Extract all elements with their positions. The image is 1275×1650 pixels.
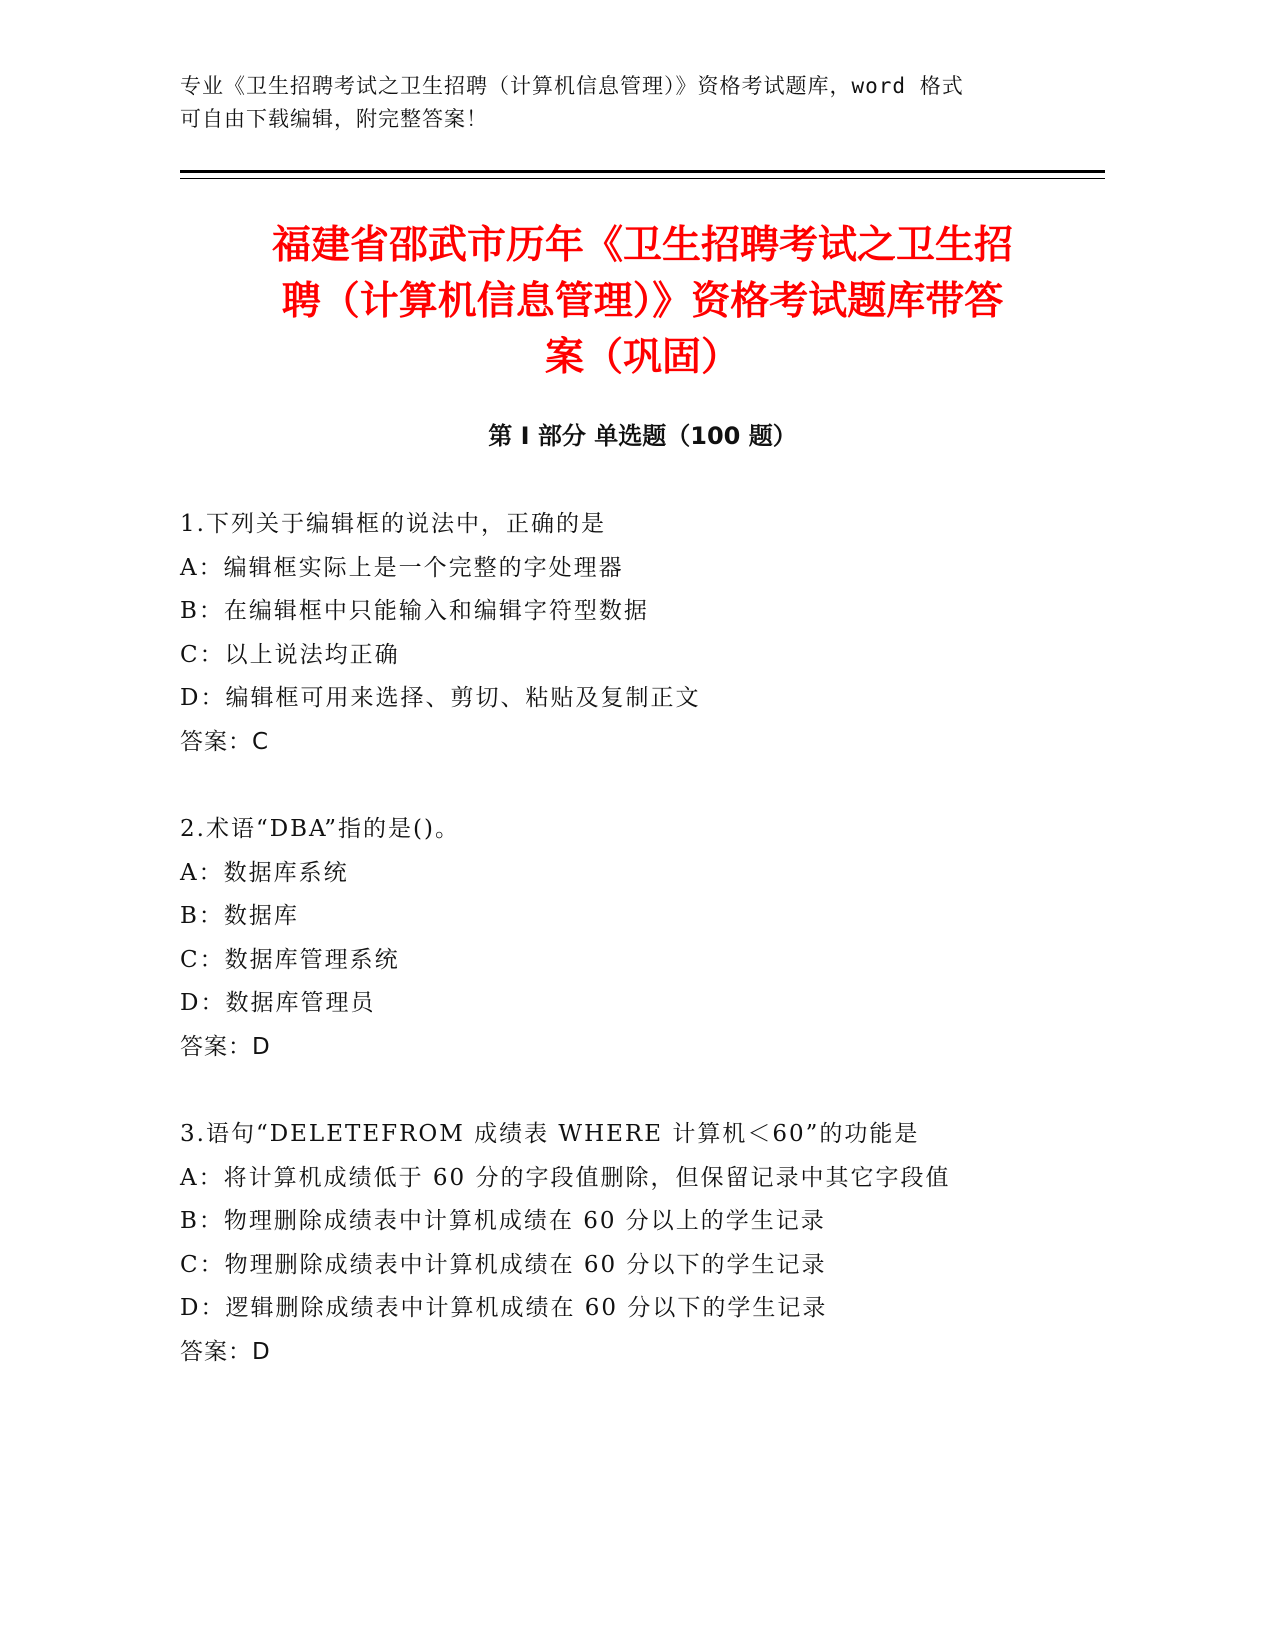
option-d: D：数据库管理员 — [180, 990, 376, 1017]
header-divider-thick — [180, 170, 1105, 173]
answer: 答案：D — [180, 1338, 271, 1365]
option-a: A：数据库系统 — [180, 859, 349, 886]
option-a: A：编辑框实际上是一个完整的字处理器 — [180, 554, 624, 581]
title-line-2: 聘（计算机信息管理）》资格考试题库带答 — [281, 279, 1004, 324]
option-c: C：物理删除成绩表中计算机成绩在 60 分以下的学生记录 — [180, 1251, 827, 1278]
question-1 — [180, 503, 1105, 765]
header-note-line-2: 可自由下载编辑，附完整答案！ — [180, 107, 488, 131]
answer: 答案：C — [180, 728, 270, 755]
header-note-line-1: 专业《卫生招聘考试之卫生招聘（计算机信息管理）》资格考试题库，word 格式 — [180, 74, 964, 98]
option-a: A：将计算机成绩低于 60 分的字段值删除，但保留记录中其它字段值 — [180, 1164, 951, 1191]
document-title — [180, 218, 1105, 386]
option-d: D：编辑框可用来选择、剪切、粘贴及复制正文 — [180, 685, 701, 712]
question-3 — [180, 1113, 1105, 1375]
section-title: 第 I 部分 单选题（100 题） — [488, 422, 797, 450]
title-line-1: 福建省邵武市历年《卫生招聘考试之卫生招 — [271, 223, 1013, 268]
option-b: B：在编辑框中只能输入和编辑字符型数据 — [180, 598, 649, 625]
question-stem: 1.下列关于编辑框的说法中，正确的是 — [180, 511, 606, 537]
header-divider-thin — [180, 178, 1105, 179]
title-line-3: 案（巩固） — [544, 335, 740, 380]
option-b: B：物理删除成绩表中计算机成绩在 60 分以上的学生记录 — [180, 1208, 826, 1235]
option-c: C：数据库管理系统 — [180, 946, 400, 973]
header-note — [180, 70, 1040, 136]
option-c: C：以上说法均正确 — [180, 641, 400, 668]
option-d: D：逻辑删除成绩表中计算机成绩在 60 分以下的学生记录 — [180, 1295, 828, 1322]
question-stem: 3.语句“DELETEFROM 成绩表 WHERE 计算机＜60”的功能是 — [180, 1121, 920, 1147]
question-stem: 2.术语“DBA”指的是()。 — [180, 816, 460, 842]
question-2 — [180, 808, 1105, 1070]
answer: 答案：D — [180, 1033, 271, 1060]
option-b: B：数据库 — [180, 903, 299, 930]
